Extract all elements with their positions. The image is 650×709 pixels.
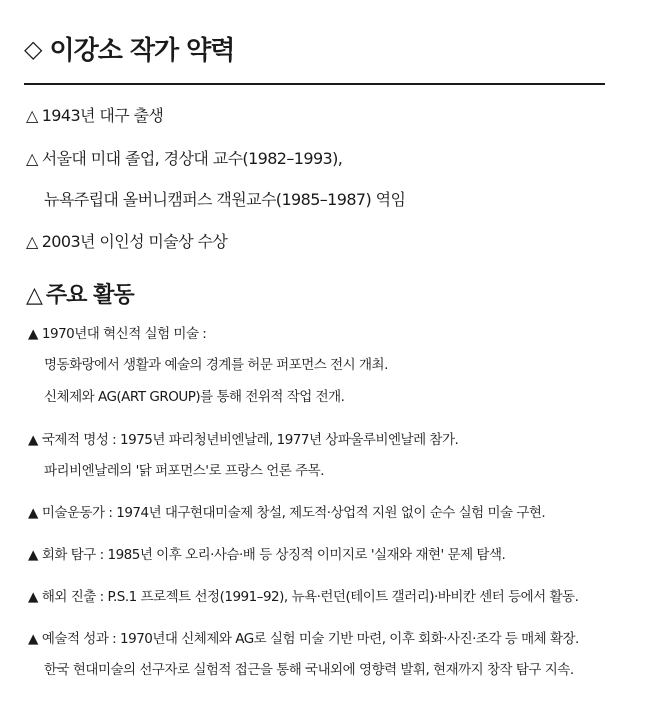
activity-text: 한국 현대미술의 선구자로 실험적 접근을 통해 국내외에 영향력 발휘, 현재까지 창작 탐구 지속. (44, 662, 574, 678)
diamond-icon: ◇ (24, 34, 42, 63)
triangle-filled-icon: ▲ (28, 432, 38, 448)
bio-item-birth (26, 103, 163, 126)
activity-item (28, 501, 545, 521)
section-heading-activities (26, 278, 134, 309)
title-divider (24, 83, 605, 85)
activity-text: 미술운동가 : 1974년 대구현대미술제 창설, 제도적·상업적 지원 없이 순수 실험 미술 구현. (41, 505, 546, 521)
activity-item-cont (44, 459, 324, 479)
activity-text: 국제적 명성 : 1975년 파리청년비엔날레, 1977년 상파울루비엔날레 참가. (41, 432, 459, 448)
activity-text: 1970년대 혁신적 실험 미술 : (41, 326, 207, 342)
bio-item-award (26, 229, 227, 252)
activity-text: 예술적 성과 : 1970년대 신체제와 AG로 실험 미술 기반 마련, 이후 회화·사진·조각 등 매체 확장. (41, 631, 579, 647)
bio-text: 서울대 미대 졸업, 경상대 교수(1982–1993), (41, 149, 343, 168)
triangle-outline-icon: △ (26, 232, 38, 251)
activity-item-cont (44, 658, 574, 678)
activity-text: 해외 진출 : P.S.1 프로젝트 선정(1991–92), 뉴욕·런던(테이트 갤러리)·바비칸 센터 등에서 활동. (41, 589, 579, 605)
activity-text: 회화 탐구 : 1985년 이후 오리·사슴·배 등 상징적 이미지로 '실재와 재현' 문제 탐색. (41, 547, 506, 563)
bio-text: 뉴욕주립대 올버니캠퍼스 객원교수(1985–1987) 역임 (44, 190, 406, 209)
triangle-filled-icon: ▲ (28, 547, 38, 563)
bio-text: 1943년 대구 출생 (41, 106, 164, 125)
triangle-outline-icon: △ (26, 106, 38, 125)
activity-item (28, 322, 206, 342)
triangle-filled-icon: ▲ (28, 589, 38, 605)
activity-item (28, 543, 505, 563)
triangle-outline-icon: △ (26, 149, 38, 168)
triangle-filled-icon: ▲ (28, 505, 38, 521)
triangle-outline-icon: △ (26, 283, 42, 308)
page-title (24, 30, 234, 67)
section-heading-text: 주요 활동 (45, 283, 134, 308)
bio-text: 2003년 이인성 미술상 수상 (41, 232, 228, 251)
activity-text: 명동화랑에서 생활과 예술의 경계를 허문 퍼포먼스 전시 개최. (44, 357, 388, 373)
triangle-filled-icon: ▲ (28, 326, 38, 342)
activity-item-cont (44, 353, 388, 373)
page-title-text: 이강소 작가 약력 (49, 36, 235, 66)
activity-text: 파리비엔날레의 '닭 퍼포먼스'로 프랑스 언론 주목. (44, 463, 324, 479)
activity-item-cont (44, 385, 344, 405)
activity-item (28, 585, 578, 605)
bio-item-education-cont (44, 187, 405, 210)
triangle-filled-icon: ▲ (28, 631, 38, 647)
activity-item (28, 428, 458, 448)
activity-item (28, 627, 579, 647)
activity-text: 신체제와 AG(ART GROUP)를 통해 전위적 작업 전개. (44, 389, 345, 405)
bio-item-education (26, 146, 342, 169)
